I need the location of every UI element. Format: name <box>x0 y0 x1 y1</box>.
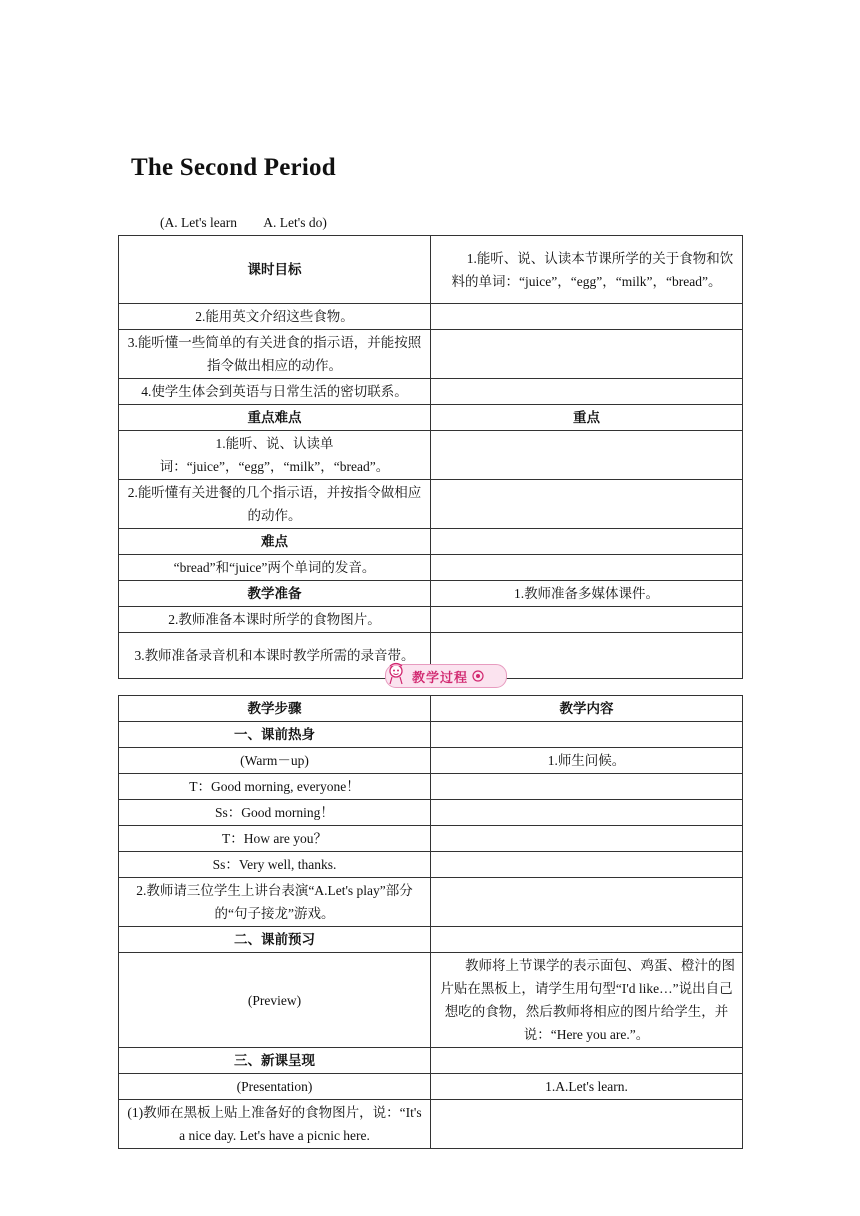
table-cell: 三、新课呈现 <box>119 1048 431 1074</box>
table-row <box>119 555 743 581</box>
table-cell: T：How are you？ <box>119 826 431 852</box>
table-cell: 课时目标 <box>119 236 431 304</box>
table-cell <box>431 774 743 800</box>
table-row <box>119 852 743 878</box>
table-cell: 教学准备 <box>119 581 431 607</box>
table-row <box>119 696 743 722</box>
table-cell: (Warm－up) <box>119 748 431 774</box>
table-cell: 1.能听、说、认读单词：“juice”，“egg”，“milk”，“bread”。 <box>119 431 431 480</box>
table-cell: 2.能用英文介绍这些食物。 <box>119 304 431 330</box>
table-cell: 3.能听懂一些简单的有关进食的指示语，并能按照指令做出相应的动作。 <box>119 330 431 379</box>
table-row <box>119 529 743 555</box>
banner-title: 教学过程 <box>412 670 469 686</box>
table-cell: (1)教师在黑板上贴上准备好的食物图片，说：“It's a nice day. Let's have a picnic here. <box>119 1100 431 1149</box>
table-row <box>119 748 743 774</box>
table-row <box>119 607 743 633</box>
teaching-process-banner <box>383 662 509 690</box>
table-cell: 1.师生问候。 <box>431 748 743 774</box>
table-cell <box>431 1100 743 1149</box>
table-cell: (Presentation) <box>119 1074 431 1100</box>
table-cell <box>431 800 743 826</box>
table-cell: 2.教师请三位学生上讲台表演“A.Let's play”部分的“句子接龙”游戏。 <box>119 878 431 927</box>
page-subtitle: (A. Let's learn A. Let's do) <box>160 215 327 230</box>
banner-pill <box>385 664 507 688</box>
table-row <box>119 826 743 852</box>
table-row <box>119 236 743 304</box>
table-row <box>119 878 743 927</box>
table-cell <box>431 852 743 878</box>
table-cell: 教师将上节课学的表示面包、鸡蛋、橙汁的图片贴在黑板上，请学生用句型“I'd like…”说出自己想吃的食物，然后教师将相应的图片给学生，并说：“Here you are.”。 <box>431 953 743 1048</box>
table-row <box>119 927 743 953</box>
table-cell <box>431 304 743 330</box>
teaching-process-table <box>118 695 743 1149</box>
table-cell: (Preview) <box>119 953 431 1048</box>
table-cell: 3.教师准备录音机和本课时教学所需的录音带。 <box>119 633 431 679</box>
table-cell <box>431 330 743 379</box>
table-row <box>119 581 743 607</box>
table-cell: 难点 <box>119 529 431 555</box>
table-cell: 4.使学生体会到英语与日常生活的密切联系。 <box>119 379 431 405</box>
table-row <box>119 379 743 405</box>
table-row <box>119 953 743 1048</box>
table-row <box>119 1074 743 1100</box>
table-cell: 重点 <box>431 405 743 431</box>
table-cell: 1.能听、说、认读本节课所学的关于食物和饮料的单词：“juice”，“egg”，“milk”，“bread”。 <box>431 236 743 304</box>
table-cell: 1.A.Let's learn. <box>431 1074 743 1100</box>
table-cell: 教学步骤 <box>119 696 431 722</box>
table-cell <box>431 607 743 633</box>
table-cell <box>431 379 743 405</box>
table-row <box>119 330 743 379</box>
table-cell <box>431 826 743 852</box>
table-row <box>119 405 743 431</box>
table-cell: 2.能听懂有关进餐的几个指示语，并按指令做相应的动作。 <box>119 480 431 529</box>
table-cell <box>431 555 743 581</box>
table-row <box>119 1048 743 1074</box>
table-cell: Ss：Good morning！ <box>119 800 431 826</box>
table-cell <box>431 480 743 529</box>
table-cell: 重点难点 <box>119 405 431 431</box>
table-cell: 教学内容 <box>431 696 743 722</box>
table-cell: “bread”和“juice”两个单词的发音。 <box>119 555 431 581</box>
table-cell: T：Good morning, everyone！ <box>119 774 431 800</box>
table-cell <box>431 722 743 748</box>
table-cell: 2.教师准备本课时所学的食物图片。 <box>119 607 431 633</box>
table-cell: 一、课前热身 <box>119 722 431 748</box>
table-cell <box>431 1048 743 1074</box>
table-row <box>119 304 743 330</box>
lesson-plan-table <box>118 235 743 679</box>
table-cell <box>431 431 743 480</box>
table-row <box>119 722 743 748</box>
table-row <box>119 800 743 826</box>
table-cell: 二、课前预习 <box>119 927 431 953</box>
cartoon-mascot-icon <box>384 662 408 686</box>
table-row <box>119 480 743 529</box>
page-title: The Second Period <box>131 154 336 181</box>
table-cell: 1.教师准备多媒体课件。 <box>431 581 743 607</box>
table-cell <box>431 878 743 927</box>
table-row <box>119 1100 743 1149</box>
table-cell: Ss：Very well, thanks. <box>119 852 431 878</box>
target-icon <box>472 670 484 682</box>
table-row <box>119 431 743 480</box>
table-cell <box>431 927 743 953</box>
table-row <box>119 774 743 800</box>
table-cell <box>431 529 743 555</box>
